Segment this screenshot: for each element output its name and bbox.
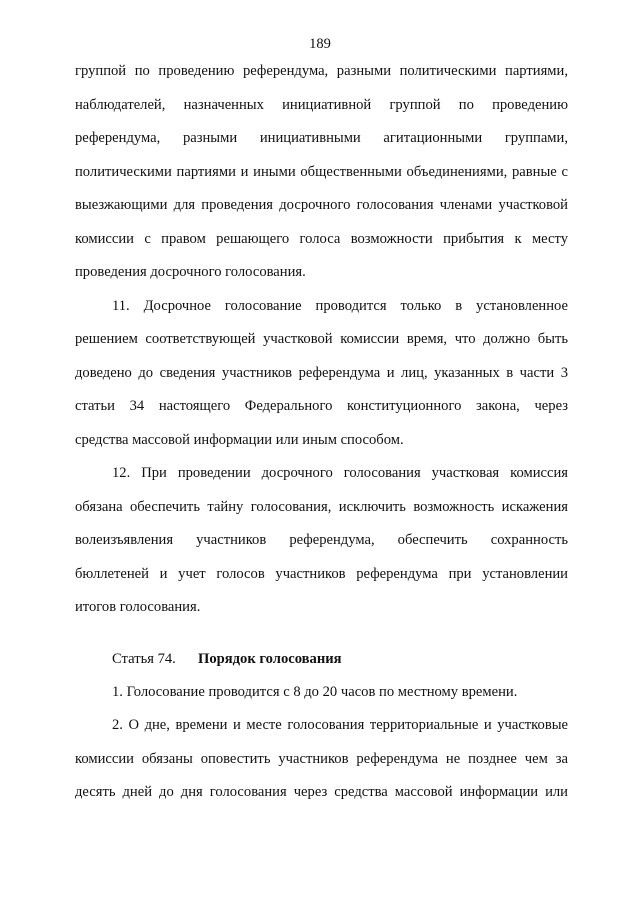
text-line: наблюдателей, назначенных инициативной группой по проведению [75,96,568,113]
article-number: Статья 74. [112,650,176,667]
text-line: 11. Досрочное голосование проводится только в установленное [112,297,568,314]
section-gap [75,625,568,642]
text-line: доведено до сведения участников референдума и лиц, указанных в части 3 [75,364,568,381]
paragraph-1 [75,676,568,710]
text-line: референдума, разными инициативными агитационными группами, [75,130,568,146]
paragraph-12 [75,457,568,625]
article-heading [75,642,568,676]
text-line: итогов голосования. [75,599,201,615]
text-line: обязана обеспечить тайну голосования, исключить возможность искажения [75,498,568,515]
text-line: 1. Голосование проводится с 8 до 20 часов по местному времени. [112,683,518,700]
text-line: группой по проведению референдума, разными политическими партиями, [75,63,568,79]
text-line: комиссии обязаны оповестить участников референдума не позднее чем за [75,750,568,767]
page-number: 189 [309,36,331,52]
text-line: 2. О дне, времени и месте голосования территориальные и участковые [112,717,568,733]
paragraph-continuation [75,55,568,290]
text-line: выезжающими для проведения досрочного голосования членами участковой [75,197,568,213]
text-line: бюллетеней и учет голосов участников референдума при установлении [75,565,568,582]
text-line: статьи 34 настоящего Федерального конституционного закона, через [75,398,568,414]
text-line: комиссии с правом решающего голоса возможности прибытия к месту [75,230,568,247]
paragraph-2 [75,709,568,810]
text-line: средства массовой информации или иным способом. [75,431,404,448]
text-line: 12. При проведении досрочного голосования участковая комиссия [112,465,568,481]
text-line: политическими партиями и иными общественными объединениями, равные с [75,163,568,180]
paragraph-11 [75,290,568,458]
document-body [75,55,568,810]
text-line: проведения досрочного голосования. [75,264,306,280]
article-title: Порядок голосования [198,650,342,667]
text-line: решением соответствующей участковой комиссии время, что должно быть [75,331,568,347]
text-line: десять дней до дня голосования через средства массовой информации или [75,784,568,800]
text-line: волеизъявления участников референдума, обеспечить сохранность [75,532,568,548]
